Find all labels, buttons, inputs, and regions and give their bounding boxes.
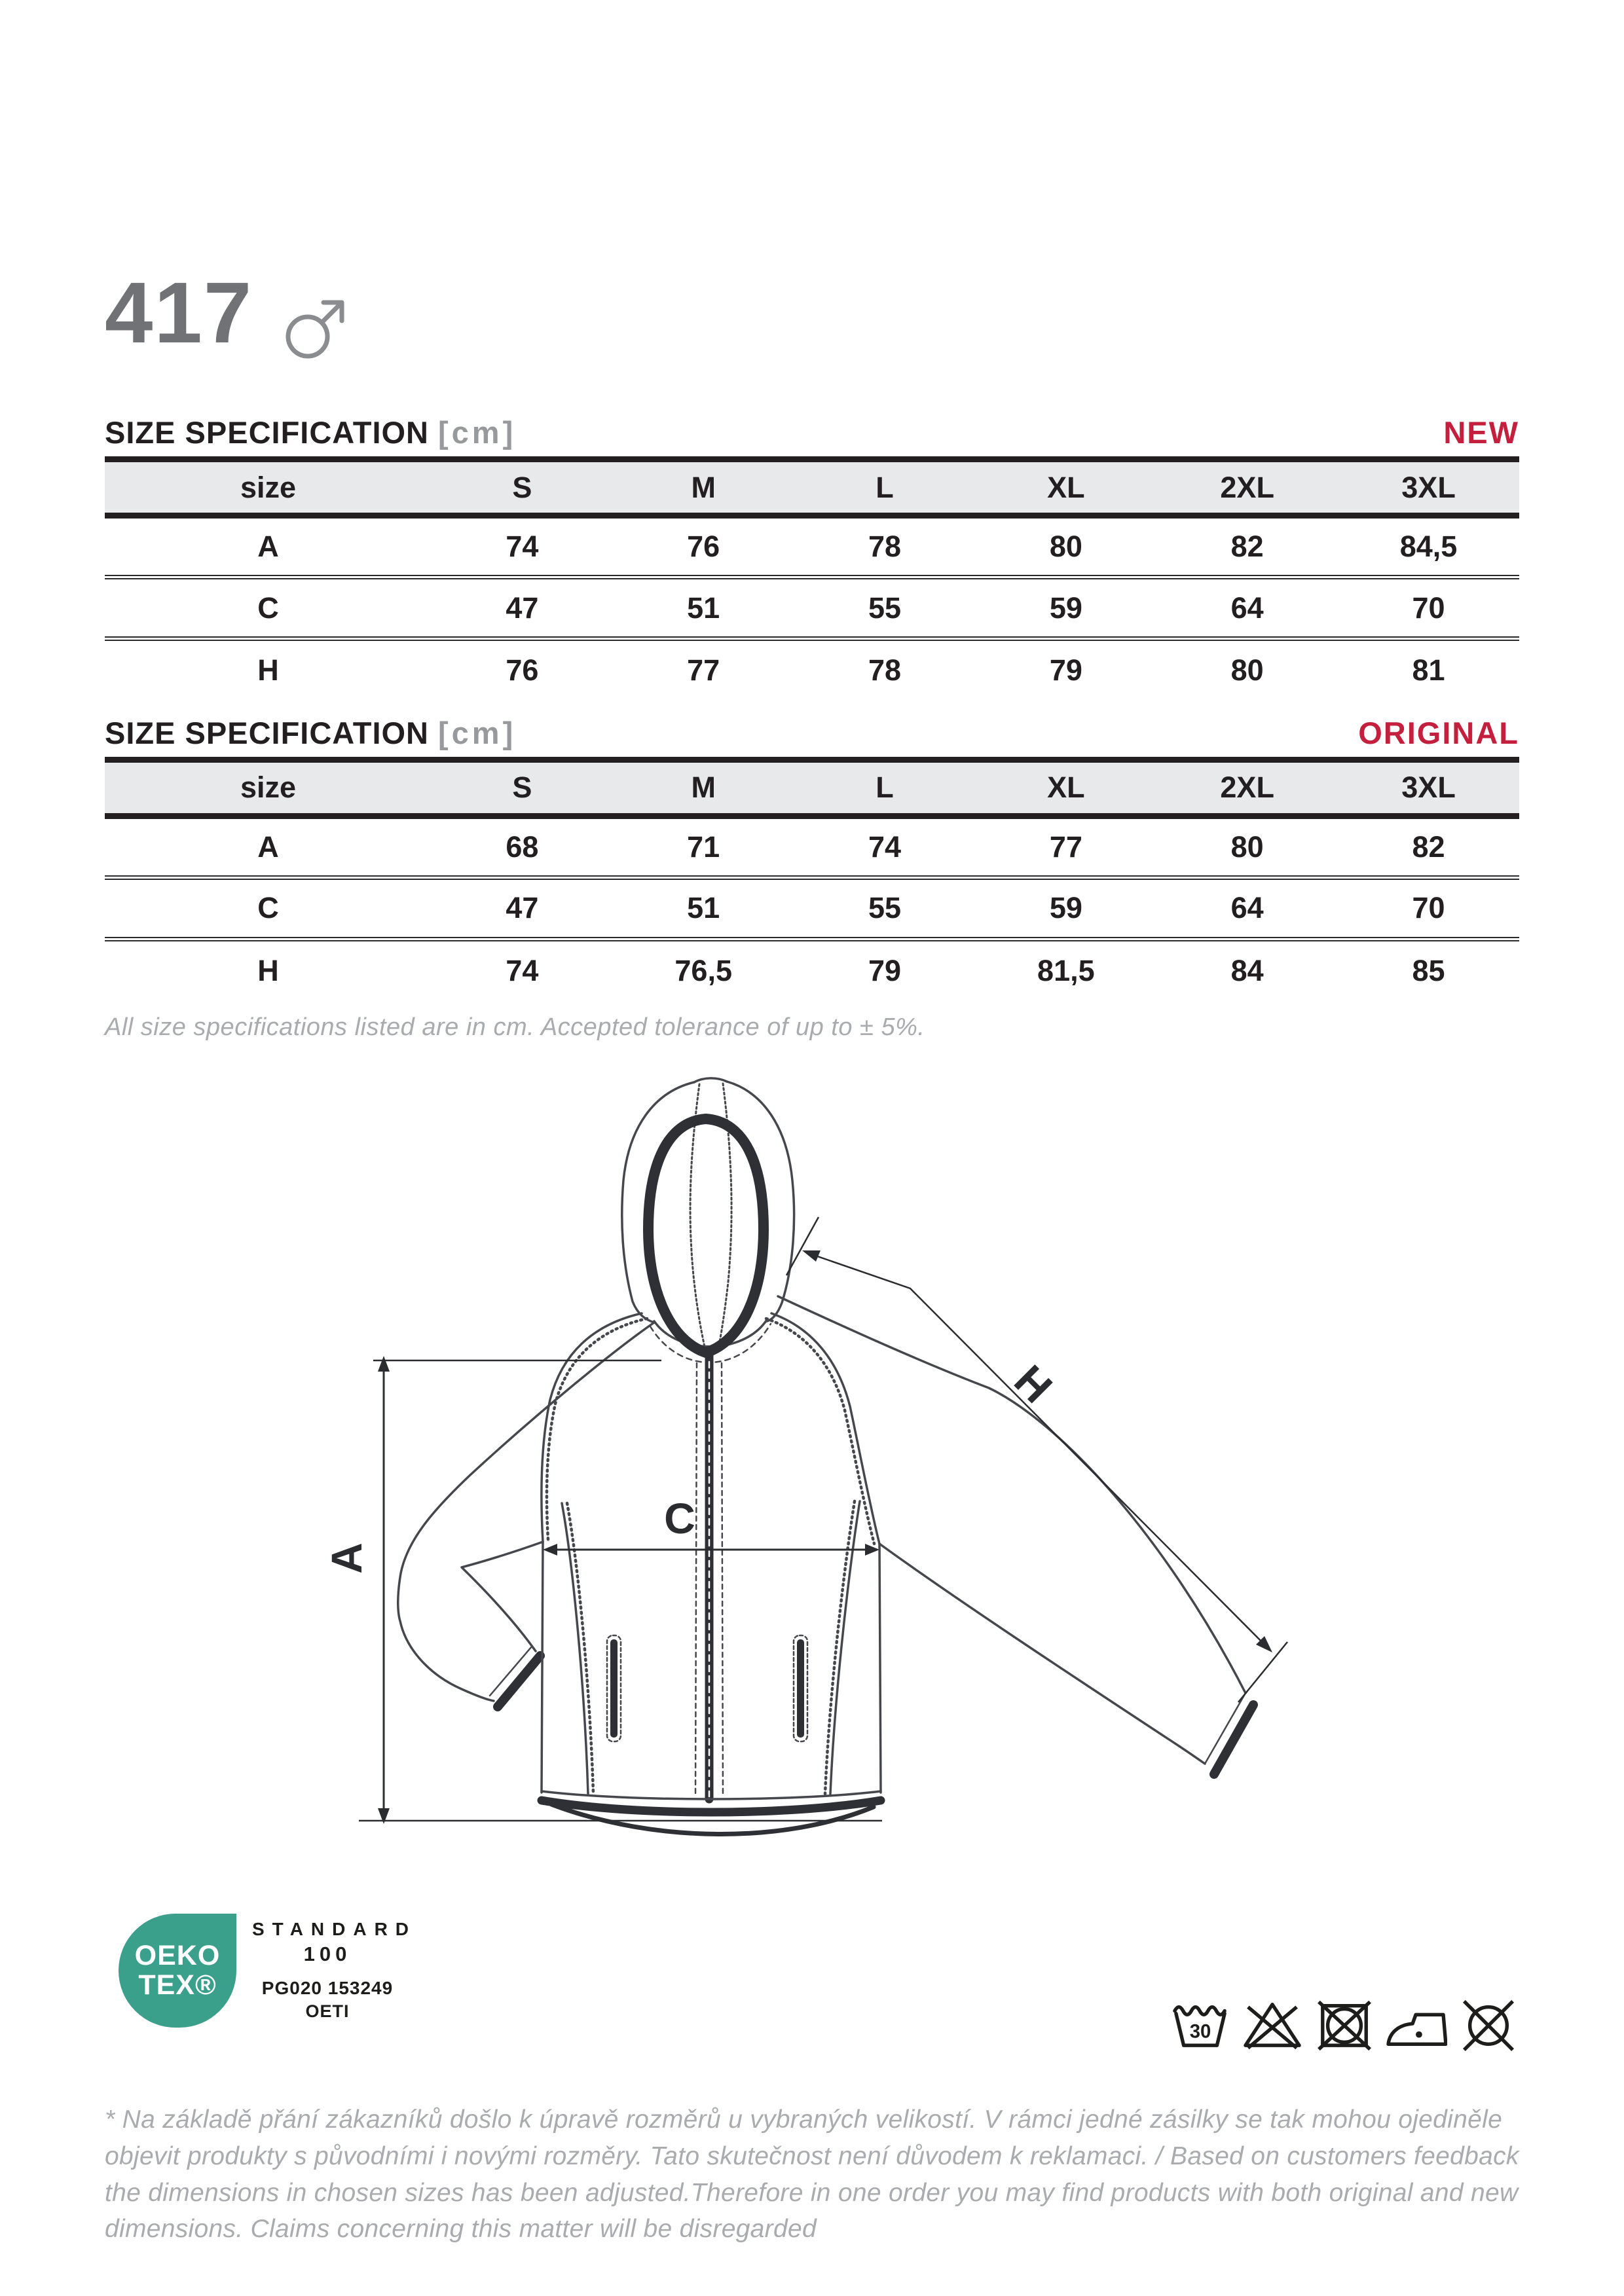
size-value: 85 — [1412, 953, 1445, 987]
size-value: 74 — [506, 530, 539, 563]
column-header-XL: XL — [1047, 470, 1085, 504]
pocket-zip-right — [794, 1635, 807, 1741]
row-label: C — [257, 591, 279, 625]
size-value: 76 — [506, 653, 539, 687]
care-symbols — [1170, 1995, 1519, 2052]
pocket-zip-left — [607, 1635, 621, 1741]
size-value: 71 — [687, 829, 720, 864]
measurement-row-H — [105, 939, 1519, 1000]
size-table-header-row — [105, 759, 1519, 816]
column-header-L: L — [876, 771, 894, 804]
column-header-3XL: 3XL — [1401, 771, 1456, 804]
spec-heading-label: SIZE SPECIFICATION — [105, 715, 429, 750]
size-value: 51 — [687, 891, 720, 924]
footnote: * Na základě přání zákazníků došlo k úpravě rozměrů u vybraných velikostí. V rámci jedné zásilky se tak mohou ojediněle objevit produkty s původními i novými rozměry. Tato skutečnost není důvodem k reklamaci. / Based on customers feedback the dimensions in chosen sizes has been adjusted.Therefore in one order you may find products with both original and new dimensions. Claims concerning this matter will be disregarded — [105, 2105, 1519, 2244]
column-header-M: M — [691, 771, 716, 804]
column-header-size: size — [240, 771, 296, 804]
size-value: 76,5 — [674, 953, 732, 987]
size-value: 81 — [1412, 653, 1445, 687]
column-header-S: S — [512, 771, 532, 804]
size-value: 47 — [506, 891, 539, 924]
size-value: 80 — [1230, 829, 1264, 864]
size-value: 47 — [506, 591, 539, 625]
oeko-logo-line2: TEX® — [138, 1969, 217, 2001]
spec-heading-unit: [cm] — [438, 715, 517, 750]
oeko-logo-line1: OEKO — [134, 1939, 221, 1971]
page-title-row — [105, 264, 355, 364]
care-wash-30-icon — [1170, 1995, 1231, 2052]
size-table-new — [105, 456, 1519, 701]
measurement-row-H — [105, 639, 1519, 701]
size-value: 68 — [506, 829, 539, 864]
measurement-row-A — [105, 516, 1519, 577]
row-label: H — [257, 953, 279, 987]
size-value: 84,5 — [1399, 530, 1458, 563]
size-value: 64 — [1230, 891, 1264, 924]
size-value: 74 — [868, 829, 902, 864]
tolerance-note: All size specifications listed are in cm. Accepted tolerance of up to ± 5%. — [105, 1013, 925, 1041]
row-label: A — [257, 530, 279, 563]
spec-heading-new — [105, 414, 1519, 448]
size-value: 80 — [1230, 653, 1264, 687]
size-value: 82 — [1230, 530, 1264, 563]
column-header-XL: XL — [1047, 771, 1085, 804]
size-value: 55 — [868, 891, 902, 924]
size-value: 79 — [1049, 653, 1082, 687]
size-value: 55 — [868, 591, 902, 625]
dimension-a-label: A — [322, 1542, 371, 1574]
garment-diagram — [295, 1066, 1342, 1884]
size-value: 59 — [1049, 591, 1082, 625]
size-value: 77 — [1049, 829, 1082, 864]
size-value: 78 — [868, 653, 902, 687]
hood-binding — [648, 1119, 764, 1353]
wash-temp: 30 — [1189, 2020, 1211, 2043]
dimension-a — [359, 1356, 882, 1824]
column-header-S: S — [512, 470, 532, 504]
size-value: 82 — [1412, 829, 1445, 864]
size-value: 79 — [868, 953, 902, 987]
size-value: 70 — [1412, 891, 1445, 924]
certification-block — [119, 1914, 417, 2028]
size-value: 70 — [1412, 591, 1445, 625]
certificate-code: PG020 153249 — [261, 1978, 394, 1998]
care-iron-one-dot-icon — [1386, 1995, 1447, 2052]
size-value: 74 — [506, 953, 539, 987]
oeko-tex-logo — [119, 1914, 236, 2028]
size-value: 80 — [1049, 530, 1082, 563]
column-header-M: M — [691, 470, 716, 504]
care-do-not-tumble-dry-icon — [1314, 1995, 1375, 2052]
spec-content — [105, 414, 1519, 1042]
size-value: 78 — [868, 530, 902, 563]
size-table-header-row — [105, 460, 1519, 516]
care-do-not-bleach-icon — [1242, 1995, 1303, 2052]
row-label: C — [257, 891, 279, 924]
size-value: 51 — [687, 591, 720, 625]
spec-heading-label: SIZE SPECIFICATION — [105, 415, 429, 450]
spec-heading-unit: [cm] — [438, 415, 517, 450]
size-value: 76 — [687, 530, 720, 563]
column-header-3XL: 3XL — [1401, 470, 1456, 504]
spec-heading-original — [105, 715, 1519, 749]
size-table-original — [105, 757, 1519, 1001]
size-value: 77 — [687, 653, 720, 687]
badge-new: NEW — [1443, 415, 1519, 450]
size-value: 81,5 — [1037, 953, 1095, 987]
measurement-row-C — [105, 877, 1519, 939]
size-value: 59 — [1049, 891, 1082, 924]
male-icon — [279, 287, 355, 364]
product-code: 417 — [105, 264, 253, 361]
size-value: 84 — [1230, 953, 1264, 987]
standard-number: 100 — [303, 1942, 352, 1965]
dimension-c-label: C — [664, 1494, 695, 1542]
certificate-institute: OETI — [305, 2001, 350, 2021]
size-value: 64 — [1230, 591, 1264, 625]
standard-label: STANDARD — [252, 1919, 417, 1939]
care-do-not-dry-clean-icon — [1458, 1995, 1519, 2052]
badge-original: ORIGINAL — [1358, 715, 1519, 750]
column-header-2XL: 2XL — [1220, 771, 1274, 804]
column-header-L: L — [876, 470, 894, 504]
column-header-2XL: 2XL — [1220, 470, 1274, 504]
row-label: H — [257, 653, 279, 687]
measurement-row-C — [105, 577, 1519, 639]
dimension-h-label: H — [1005, 1355, 1062, 1412]
measurement-row-A — [105, 816, 1519, 877]
row-label: A — [257, 829, 279, 864]
column-header-size: size — [240, 470, 296, 504]
